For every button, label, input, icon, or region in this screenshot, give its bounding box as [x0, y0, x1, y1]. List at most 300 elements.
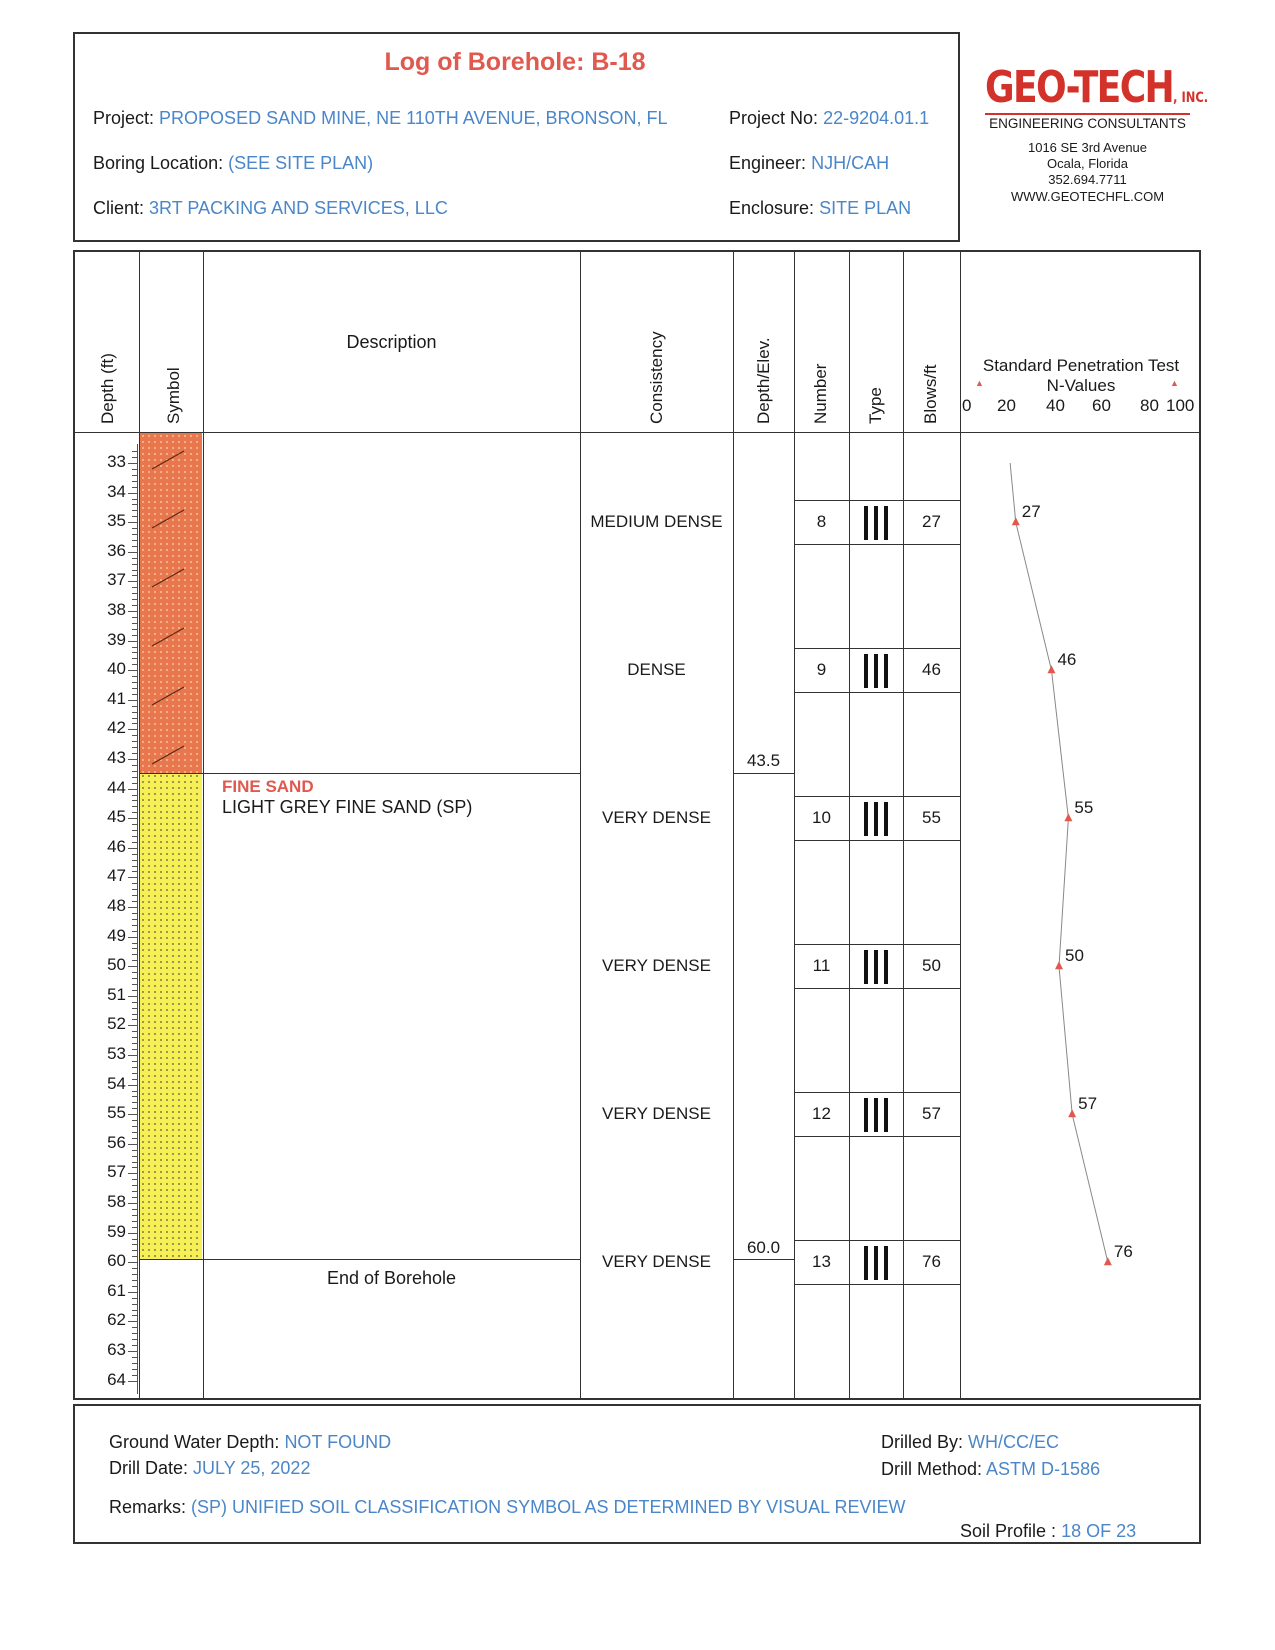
depth-tick	[132, 469, 138, 470]
depth-tick	[132, 1315, 138, 1316]
spt-point-label: 50	[1065, 946, 1084, 966]
depth-tick	[132, 1008, 138, 1009]
depth-tick	[128, 907, 138, 908]
depth-tick	[132, 481, 138, 482]
depth-tick	[132, 1096, 138, 1097]
depth-tick	[132, 765, 138, 766]
depth-tick	[132, 777, 138, 778]
depth-tick	[132, 1067, 138, 1068]
depth-tick	[132, 806, 138, 807]
depth-tick	[128, 818, 138, 819]
depth-label: 58	[107, 1192, 126, 1211]
col-sep	[849, 252, 850, 1398]
depth-tick	[128, 966, 138, 967]
symbol-clayey-sand	[140, 433, 202, 773]
split-spoon-icon	[862, 950, 890, 984]
split-spoon-icon	[862, 654, 890, 688]
sample-blows: 57	[922, 1104, 941, 1124]
project-field	[93, 108, 668, 129]
depth-tick	[132, 860, 138, 861]
depth-tick	[132, 558, 138, 559]
depth-tick	[132, 570, 138, 571]
remarks-label: Remarks:	[109, 1497, 187, 1517]
col-header-symbol: Symbol	[164, 367, 183, 424]
boring-location-value: (SEE SITE PLAN)	[228, 153, 374, 173]
spt-point-label: 55	[1074, 798, 1094, 818]
spt-marker-icon: ▲	[1170, 378, 1179, 388]
project-no-value: 22-9204.01.1	[823, 108, 930, 128]
depth-tick	[132, 1191, 138, 1192]
depth-tick	[132, 1162, 138, 1163]
sample-row-line	[794, 1092, 960, 1093]
depth-tick	[132, 735, 138, 736]
sample-row-line	[794, 944, 960, 945]
drill-date-label: Drill Date:	[109, 1458, 189, 1478]
depth-label: 37	[107, 570, 126, 590]
depth-tick	[132, 753, 138, 754]
spt-point	[1047, 665, 1055, 673]
depth-tick	[132, 1239, 138, 1240]
spt-point	[1104, 1257, 1112, 1265]
sample-number: 12	[812, 1104, 831, 1124]
depth-tick	[132, 1209, 138, 1210]
client-field	[93, 198, 448, 219]
depth-tick	[132, 1108, 138, 1109]
page-title: Log of Borehole: B-18	[384, 48, 646, 76]
enclosure-field	[729, 198, 911, 219]
depth-tick	[132, 1185, 138, 1186]
depth-tick	[132, 1156, 138, 1157]
depth-tick	[132, 694, 138, 695]
engineer-label: Engineer:	[729, 153, 807, 173]
depth-tick	[132, 960, 138, 961]
depth-tick	[132, 504, 138, 505]
soil-profile-field	[960, 1521, 1136, 1542]
depth-label: 46	[107, 836, 126, 856]
spt-point-label: 46	[1057, 650, 1077, 670]
project-value: PROPOSED SAND MINE, NE 110TH AVENUE, BRONSON, FL	[159, 108, 668, 128]
depth-tick	[132, 1215, 138, 1216]
depth-tick	[132, 528, 138, 529]
enclosure-label: Enclosure:	[729, 198, 815, 218]
depth-tick	[132, 842, 138, 843]
depth-tick	[128, 1055, 138, 1056]
company-website: WWW.GEOTECHFL.COM	[1010, 189, 1165, 204]
sample-row-line	[794, 500, 960, 501]
depth-label: 48	[107, 896, 126, 915]
project-no-label: Project No:	[729, 108, 819, 128]
drilled-by-field	[881, 1432, 1059, 1453]
spt-point	[1055, 961, 1063, 969]
drill-date-field	[109, 1458, 310, 1479]
depth-tick	[132, 652, 138, 653]
depth-label: 54	[107, 1073, 126, 1093]
depth-tick	[132, 1221, 138, 1222]
depth-tick	[132, 457, 138, 458]
layer-boundary	[140, 773, 580, 774]
depth-tick	[132, 1310, 138, 1311]
depth-tick	[132, 1339, 138, 1340]
depth-label: 62	[107, 1310, 126, 1330]
depth-tick	[132, 676, 138, 677]
depth-label: 41	[107, 688, 126, 708]
company-phone: 352.694.7711	[1048, 172, 1127, 187]
depth-tick	[128, 937, 138, 938]
sample-blows: 76	[922, 1252, 941, 1272]
depth-label: 39	[107, 629, 126, 649]
layer-name: FINE SAND	[222, 777, 314, 796]
depth-tick	[132, 1327, 138, 1328]
spt-chart	[961, 433, 1199, 1398]
spt-point-label: 57	[1078, 1094, 1098, 1114]
depth-tick	[132, 783, 138, 784]
sample-blows: 55	[922, 808, 941, 828]
spt-point	[1012, 517, 1020, 525]
drill-method-value: ASTM D-1586	[986, 1459, 1101, 1479]
depth-tick	[132, 1357, 138, 1358]
depth-tick	[132, 605, 138, 606]
depth-label: 34	[107, 481, 126, 501]
depth-tick	[132, 451, 138, 452]
soil-profile-value: 18 OF 23	[1061, 1521, 1137, 1541]
depth-tick	[132, 706, 138, 707]
spt-point-label: 27	[1021, 502, 1041, 522]
logo-suffix: , INC.	[1173, 90, 1209, 106]
sample-consistency: VERY DENSE	[602, 956, 711, 976]
depth-tick	[132, 1244, 138, 1245]
sample-number: 9	[816, 660, 827, 680]
hatch-icon	[140, 433, 202, 773]
depth-tick	[128, 789, 138, 790]
engineer-field	[729, 153, 889, 174]
depth-tick	[132, 1138, 138, 1139]
logo-main: GEO-TECH	[985, 62, 1174, 113]
depth-tick	[132, 747, 138, 748]
depth-tick	[132, 1304, 138, 1305]
depth-tick	[132, 723, 138, 724]
depth-tick	[132, 499, 138, 500]
depth-label: 47	[107, 866, 126, 886]
depth-tick	[128, 1292, 138, 1293]
remarks-field	[109, 1497, 906, 1518]
depth-tick	[132, 534, 138, 535]
depth-tick	[132, 984, 138, 985]
sample-consistency: VERY DENSE	[602, 1252, 711, 1272]
depth-tick	[128, 877, 138, 878]
company-logo	[985, 62, 1208, 113]
depth-tick	[132, 1014, 138, 1015]
engineer-value: NJH/CAH	[811, 153, 890, 173]
depth-tick	[132, 741, 138, 742]
depth-tick	[132, 587, 138, 588]
depth-tick	[132, 1197, 138, 1198]
split-spoon-icon	[862, 506, 890, 540]
spt-axis-tick: 80	[1140, 396, 1159, 415]
depth-tick	[132, 1073, 138, 1074]
depth-tick	[132, 931, 138, 932]
depth-label: 44	[107, 777, 126, 797]
depth-label: 40	[107, 659, 126, 679]
depth-tick	[132, 475, 138, 476]
depth-tick	[128, 463, 138, 464]
sample-number: 11	[812, 956, 831, 976]
depth-tick	[128, 493, 138, 494]
depth-tick	[132, 925, 138, 926]
depth-tick	[132, 883, 138, 884]
spt-axis-tick: 0	[962, 396, 972, 415]
depth-label: 61	[107, 1280, 126, 1300]
groundwater-value: NOT FOUND	[284, 1432, 392, 1452]
depth-label: 60	[107, 1251, 126, 1271]
depth-tick	[132, 943, 138, 944]
depth-tick	[132, 516, 138, 517]
depth-label: 45	[107, 807, 126, 827]
depth-tick	[132, 540, 138, 541]
col-header-number: Number	[811, 363, 830, 424]
depth-tick	[132, 1298, 138, 1299]
sample-blows: 27	[922, 512, 941, 532]
depth-tick	[132, 664, 138, 665]
footer-box	[73, 1404, 1201, 1544]
layer-description: LIGHT GREY FINE SAND (SP)	[222, 797, 473, 817]
split-spoon-icon	[862, 1098, 890, 1132]
remarks-value: (SP) UNIFIED SOIL CLASSIFICATION SYMBOL AS DETERMINED BY VISUAL REVIEW	[191, 1497, 906, 1517]
depth-label: 33	[107, 452, 126, 471]
split-spoon-icon	[862, 802, 890, 836]
company-address2: Ocala, Florida	[1047, 156, 1128, 171]
depth-tick	[132, 1333, 138, 1334]
sample-row-line	[794, 1284, 960, 1285]
depth-tick	[128, 581, 138, 582]
header-box	[73, 32, 960, 242]
drill-method-field	[881, 1459, 1100, 1480]
enclosure-value: SITE PLAN	[819, 198, 912, 218]
depth-tick	[132, 487, 138, 488]
depth-tick	[132, 901, 138, 902]
client-label: Client:	[93, 198, 145, 218]
sample-row-line	[794, 988, 960, 989]
spt-point-label: 76	[1113, 1242, 1133, 1262]
spt-axis-tick: 20	[997, 396, 1016, 415]
depth-tick	[132, 629, 138, 630]
depth-tick	[132, 972, 138, 973]
depth-tick	[132, 712, 138, 713]
depth-tick	[132, 948, 138, 949]
depth-tick	[128, 1025, 138, 1026]
depth-tick	[132, 1079, 138, 1080]
sample-consistency: MEDIUM DENSE	[590, 512, 723, 532]
depth-tick	[132, 718, 138, 719]
drill-date-value: JULY 25, 2022	[193, 1458, 311, 1478]
depth-tick	[132, 1019, 138, 1020]
depth-tick	[128, 641, 138, 642]
depth-tick	[132, 1167, 138, 1168]
depth-tick	[128, 1144, 138, 1145]
client-value: 3RT PACKING AND SERVICES, LLC	[149, 198, 448, 218]
depth-tick	[132, 854, 138, 855]
depth-tick	[132, 1002, 138, 1003]
spt-axis-tick: 60	[1092, 396, 1111, 415]
sample-consistency: DENSE	[627, 660, 686, 680]
symbol-fine-sand	[140, 773, 202, 1259]
depth-label: 43	[107, 748, 126, 767]
end-of-borehole: End of Borehole	[326, 1268, 457, 1288]
depth-tick	[132, 1250, 138, 1251]
depth-tick	[128, 1114, 138, 1115]
depth-tick	[128, 1203, 138, 1204]
split-spoon-icon	[862, 1246, 890, 1280]
depth-tick	[132, 1363, 138, 1364]
spt-series-line	[1010, 463, 1108, 1262]
elev-boundary	[733, 1259, 794, 1260]
depth-label: 56	[107, 1132, 126, 1152]
boring-location-label: Boring Location:	[93, 153, 224, 173]
sample-row-line	[794, 1136, 960, 1137]
col-header-depth-elev: Depth/Elev.	[754, 337, 773, 424]
sample-number: 8	[816, 512, 827, 532]
spt-axis-tick: 40	[1046, 396, 1065, 415]
col-header-description: Description	[346, 332, 437, 352]
depth-tick	[128, 611, 138, 612]
depth-tick	[132, 1120, 138, 1121]
col-header-consistency: Consistency	[647, 331, 666, 424]
drill-method-label: Drill Method:	[881, 1459, 983, 1479]
col-sep	[203, 252, 204, 1398]
depth-tick	[132, 1256, 138, 1257]
depth-tick	[132, 800, 138, 801]
drilled-by-value: WH/CC/EC	[968, 1432, 1060, 1452]
elevation-value: 43.5	[746, 751, 781, 770]
sample-row-line	[794, 796, 960, 797]
depth-tick	[132, 990, 138, 991]
depth-tick	[132, 830, 138, 831]
project-no-field	[729, 108, 929, 129]
drilled-by-label: Drilled By:	[881, 1432, 964, 1452]
depth-tick	[132, 1102, 138, 1103]
groundwater-field	[109, 1432, 391, 1453]
depth-label: 36	[107, 540, 126, 560]
depth-tick	[128, 759, 138, 760]
depth-label: 49	[107, 925, 126, 945]
sample-consistency: VERY DENSE	[602, 808, 711, 828]
spt-subtitle: N-Values	[1046, 376, 1116, 395]
depth-tick	[132, 575, 138, 576]
depth-tick	[132, 836, 138, 837]
depth-tick	[132, 913, 138, 914]
depth-tick	[132, 1274, 138, 1275]
depth-tick	[132, 647, 138, 648]
depth-label: 59	[107, 1221, 126, 1241]
depth-label: 63	[107, 1340, 126, 1359]
depth-tick	[132, 1227, 138, 1228]
depth-tick	[132, 866, 138, 867]
boring-location-field	[93, 153, 373, 174]
depth-tick	[132, 919, 138, 920]
depth-tick	[132, 546, 138, 547]
depth-tick	[128, 522, 138, 523]
depth-tick	[132, 1268, 138, 1269]
depth-tick	[128, 1173, 138, 1174]
sample-number: 10	[812, 808, 831, 828]
depth-label: 55	[107, 1103, 126, 1123]
depth-tick	[132, 1049, 138, 1050]
depth-tick	[132, 824, 138, 825]
depth-label: 57	[107, 1162, 126, 1182]
depth-tick	[132, 1150, 138, 1151]
col-header-blows: Blows/ft	[921, 364, 940, 424]
depth-tick	[128, 848, 138, 849]
depth-tick	[132, 978, 138, 979]
col-sep	[733, 252, 734, 1398]
sample-row-line	[794, 648, 960, 649]
depth-label: 35	[107, 511, 126, 531]
depth-tick	[132, 954, 138, 955]
spt-marker-icon: ▲	[975, 378, 984, 388]
spt-point	[1068, 1109, 1076, 1117]
sample-blows: 50	[922, 956, 941, 976]
elevation-value: 60.0	[746, 1238, 781, 1257]
sample-consistency: VERY DENSE	[602, 1104, 711, 1124]
depth-tick	[128, 700, 138, 701]
depth-label: 52	[107, 1014, 126, 1034]
depth-label: 42	[107, 718, 126, 738]
depth-label: 38	[107, 600, 126, 619]
depth-tick	[132, 895, 138, 896]
logo-underline	[985, 113, 1190, 115]
depth-tick	[132, 795, 138, 796]
sample-row-line	[794, 544, 960, 545]
depth-tick	[132, 812, 138, 813]
depth-tick	[132, 889, 138, 890]
depth-tick	[128, 1233, 138, 1234]
spt-title: Standard Penetration Test	[982, 356, 1180, 375]
depth-tick	[132, 1179, 138, 1180]
depth-tick	[132, 617, 138, 618]
depth-tick	[128, 552, 138, 553]
depth-tick	[128, 1085, 138, 1086]
depth-tick	[128, 996, 138, 997]
depth-tick	[132, 1280, 138, 1281]
depth-tick	[128, 1321, 138, 1322]
depth-label: 51	[107, 984, 126, 1004]
sample-row-line	[794, 1240, 960, 1241]
depth-tick	[132, 1031, 138, 1032]
depth-tick	[132, 599, 138, 600]
layer-boundary	[140, 1259, 580, 1260]
project-label: Project:	[93, 108, 155, 128]
depth-tick	[132, 564, 138, 565]
soil-profile-label: Soil Profile :	[960, 1521, 1057, 1541]
depth-label: 50	[107, 955, 126, 975]
spt-point	[1064, 813, 1072, 821]
depth-tick	[132, 510, 138, 511]
col-header-type: Type	[866, 387, 885, 424]
depth-tick	[132, 1286, 138, 1287]
depth-tick	[128, 729, 138, 730]
col-header-depth: Depth (ft)	[98, 353, 117, 424]
depth-tick	[132, 1345, 138, 1346]
depth-tick	[132, 623, 138, 624]
depth-tick	[128, 1381, 138, 1382]
depth-tick	[132, 682, 138, 683]
depth-tick	[128, 670, 138, 671]
sample-row-line	[794, 692, 960, 693]
depth-tick	[132, 1037, 138, 1038]
spt-axis	[962, 396, 1200, 418]
spt-axis-tick: 100	[1166, 396, 1195, 415]
depth-tick	[132, 593, 138, 594]
depth-tick	[132, 658, 138, 659]
